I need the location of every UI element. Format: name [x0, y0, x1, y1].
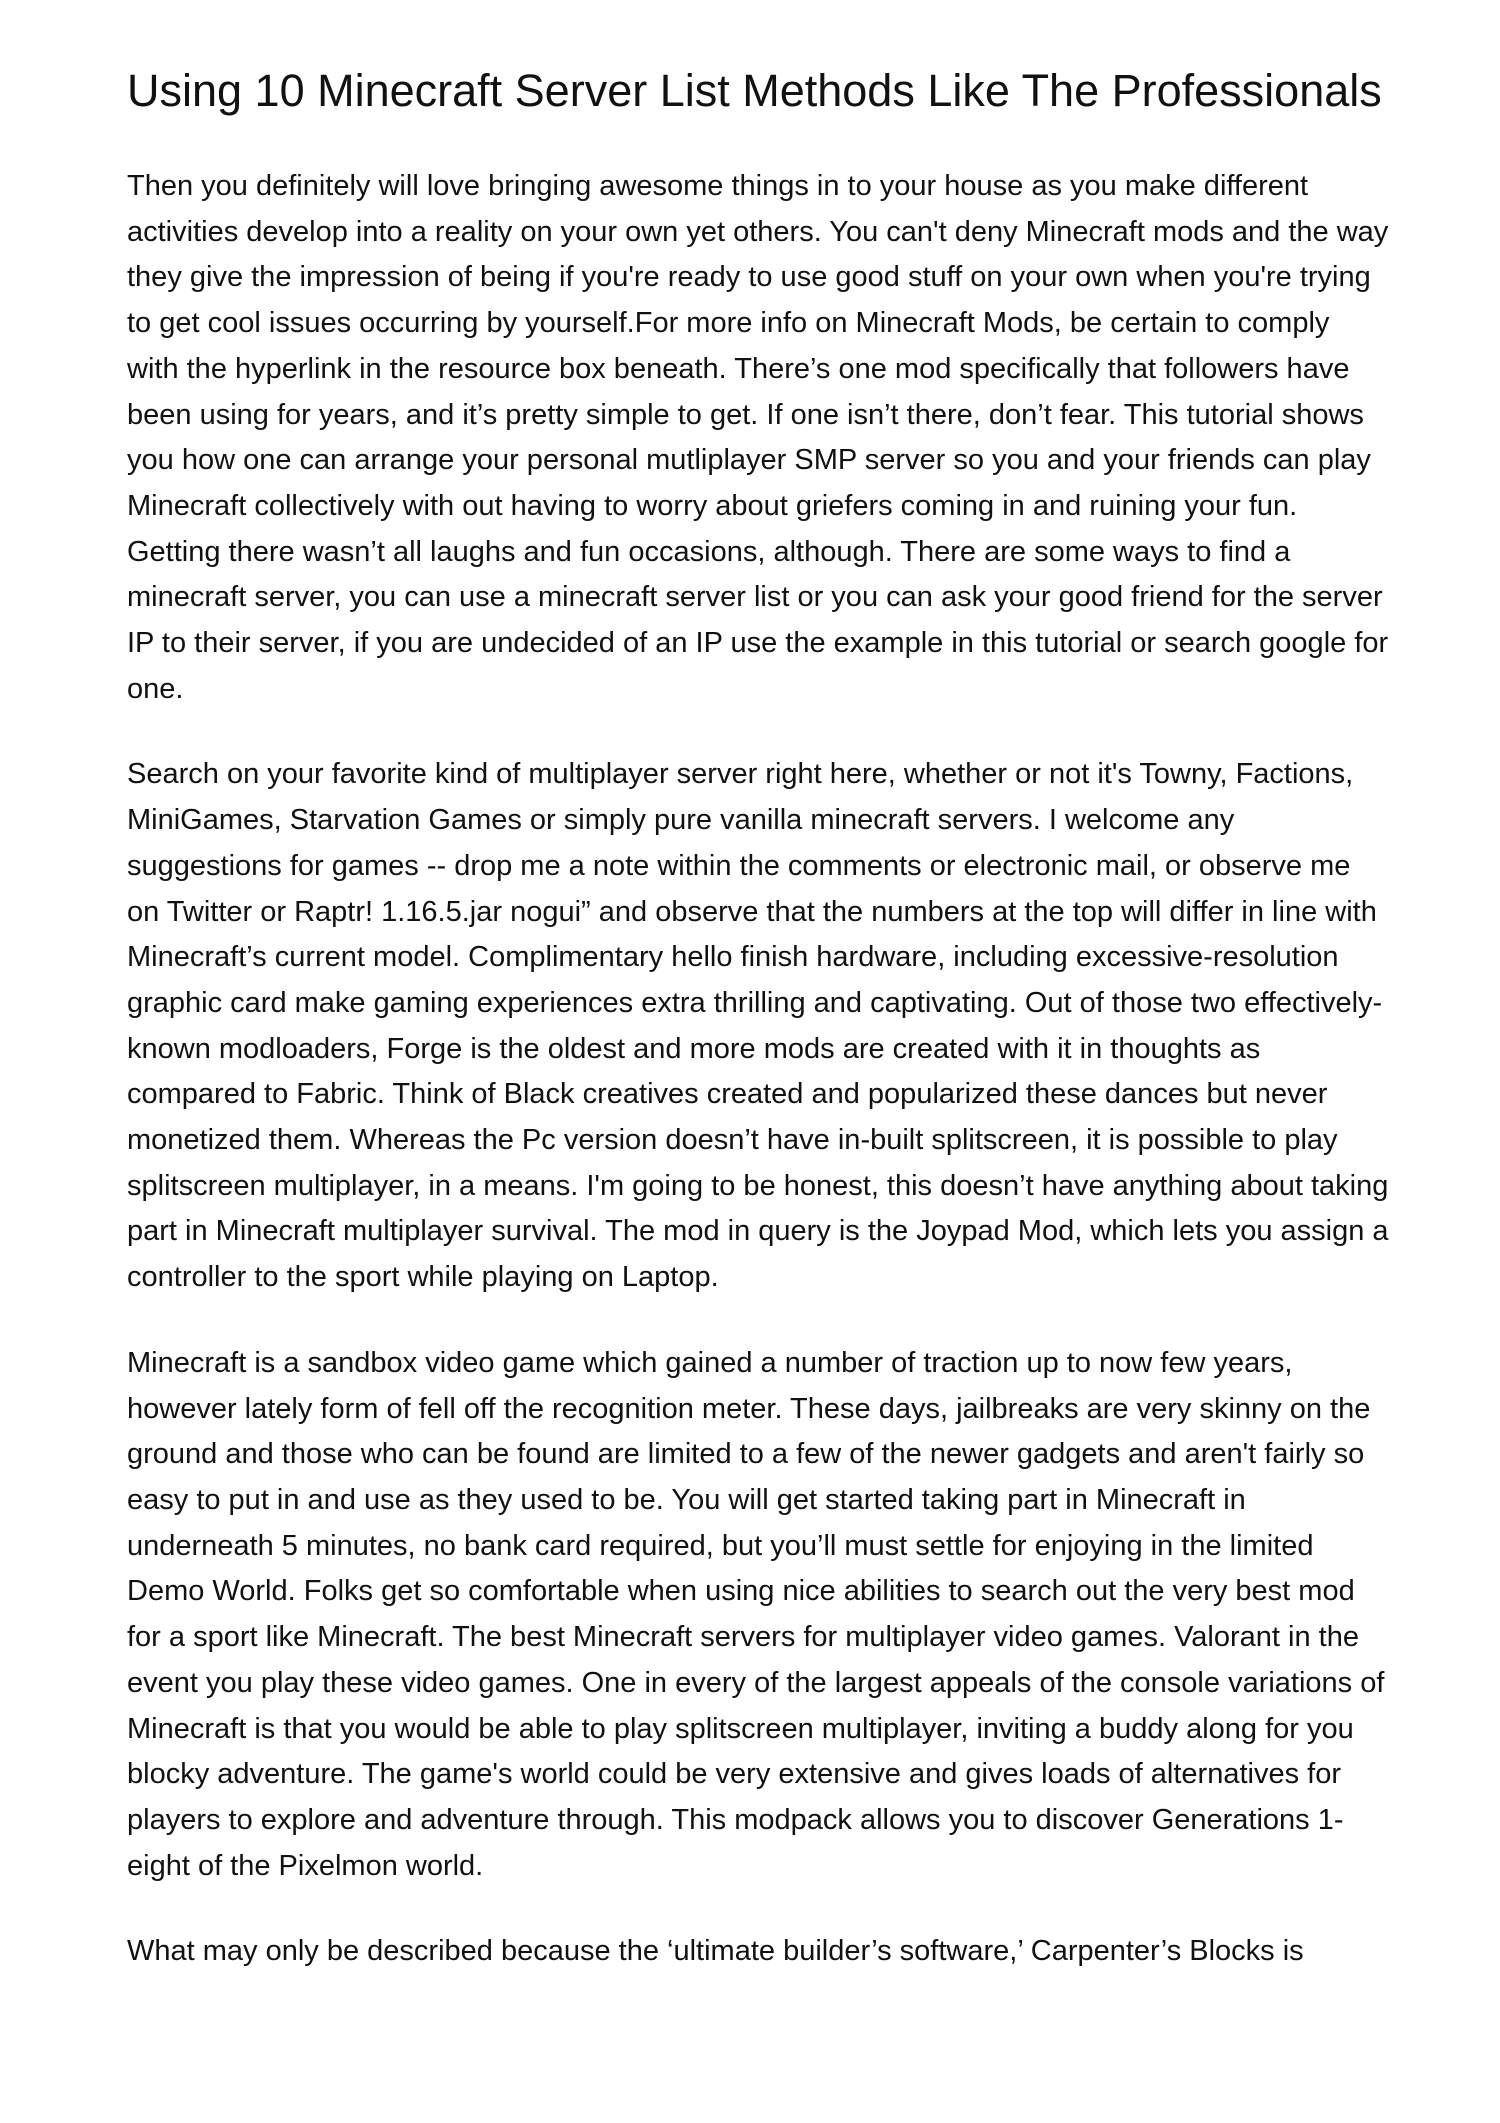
body-paragraph-2: Search on your favorite kind of multiplayer server right here, whether or not it's Towny, Factions, MiniGames, Starvation Games or simply pure vanilla minecraft servers. I welcome any suggestions for games -- drop me a note within the comments or electronic mail, or observe me on Twitter or Raptr! 1.16.5.jar nogui” and observe that the numbers at the top will differ in line with Minecraft’s current model. Complimentary hello finish hardware, including excessive-resolution graphic card make gaming experiences extra thrilling and captivating. Out of those two effectively-known modloaders, Forge is the oldest and more mods are created with it in thoughts as compared to Fabric. Think of Black creatives created and popularized these dances but never monetized them. Whereas the Pc version doesn’t have in-built splitscreen, it is possible to play splitscreen multiplayer, in a means. I'm going to be honest, this doesn’t have anything about taking part in Minecraft multiplayer survival. The mod in query is the Joypad Mod, which lets you assign a controller to the sport while playing on Laptop. [127, 758, 1389, 1294]
body-paragraph-1: Then you definitely will love bringing awesome things in to your house as you make different activities develop into a reality on your own yet others. You can't deny Minecraft mods and the way they give the impression of being if you're ready to use good stuff on your own when you're trying to get cool issues occurring by yourself.For more info on Minecraft Mods, be certain to comply with the hyperlink in the resource box beneath. There’s one mod specifically that followers have been using for years, and it’s pretty simple to get. If one isn’t there, don’t fear. This tutorial shows you how one can arrange your personal mutliplayer SMP server so you and your friends can play Minecraft collectively with out having to worry about griefers coming in and ruining your fun. Getting there wasn’t all laughs and fun occasions, although. There are some ways to find a minecraft server, you can use a minecraft server list or you can ask your good friend for the server IP to their server, if you are undecided of an IP use the example in this tutorial or search google for one. [127, 170, 1389, 705]
document-body [127, 164, 1389, 1975]
document-title: Using 10 Minecraft Server List Methods Like The Professionals [127, 65, 1382, 116]
body-paragraph-3: Minecraft is a sandbox video game which gained a number of traction up to now few years, however lately form of fell off the recognition meter. These days, jailbreaks are very skinny on the ground and those who can be found are limited to a few of the newer gadgets and aren't fairly so easy to put in and use as they used to be. You will get started taking part in Minecraft in underneath 5 minutes, no bank card required, but you’ll must settle for enjoying in the limited Demo World. Folks get so comfortable when using nice abilities to search out the very best mod for a sport like Minecraft. The best Minecraft servers for multiplayer video games. Valorant in the event you play these video games. One in every of the largest appeals of the console variations of Minecraft is that you would be able to play splitscreen multiplayer, inviting a buddy along for you blocky adventure. The game's world could be very extensive and gives loads of alternatives for players to explore and adventure through. This modpack allows you to discover Generations 1-eight of the Pixelmon world. [127, 1346, 1385, 1882]
body-paragraph-4: What may only be described because the ‘ultimate builder’s software,’ Carpenter’s Blocks is [127, 1935, 1304, 1968]
document-page [127, 65, 1389, 1975]
